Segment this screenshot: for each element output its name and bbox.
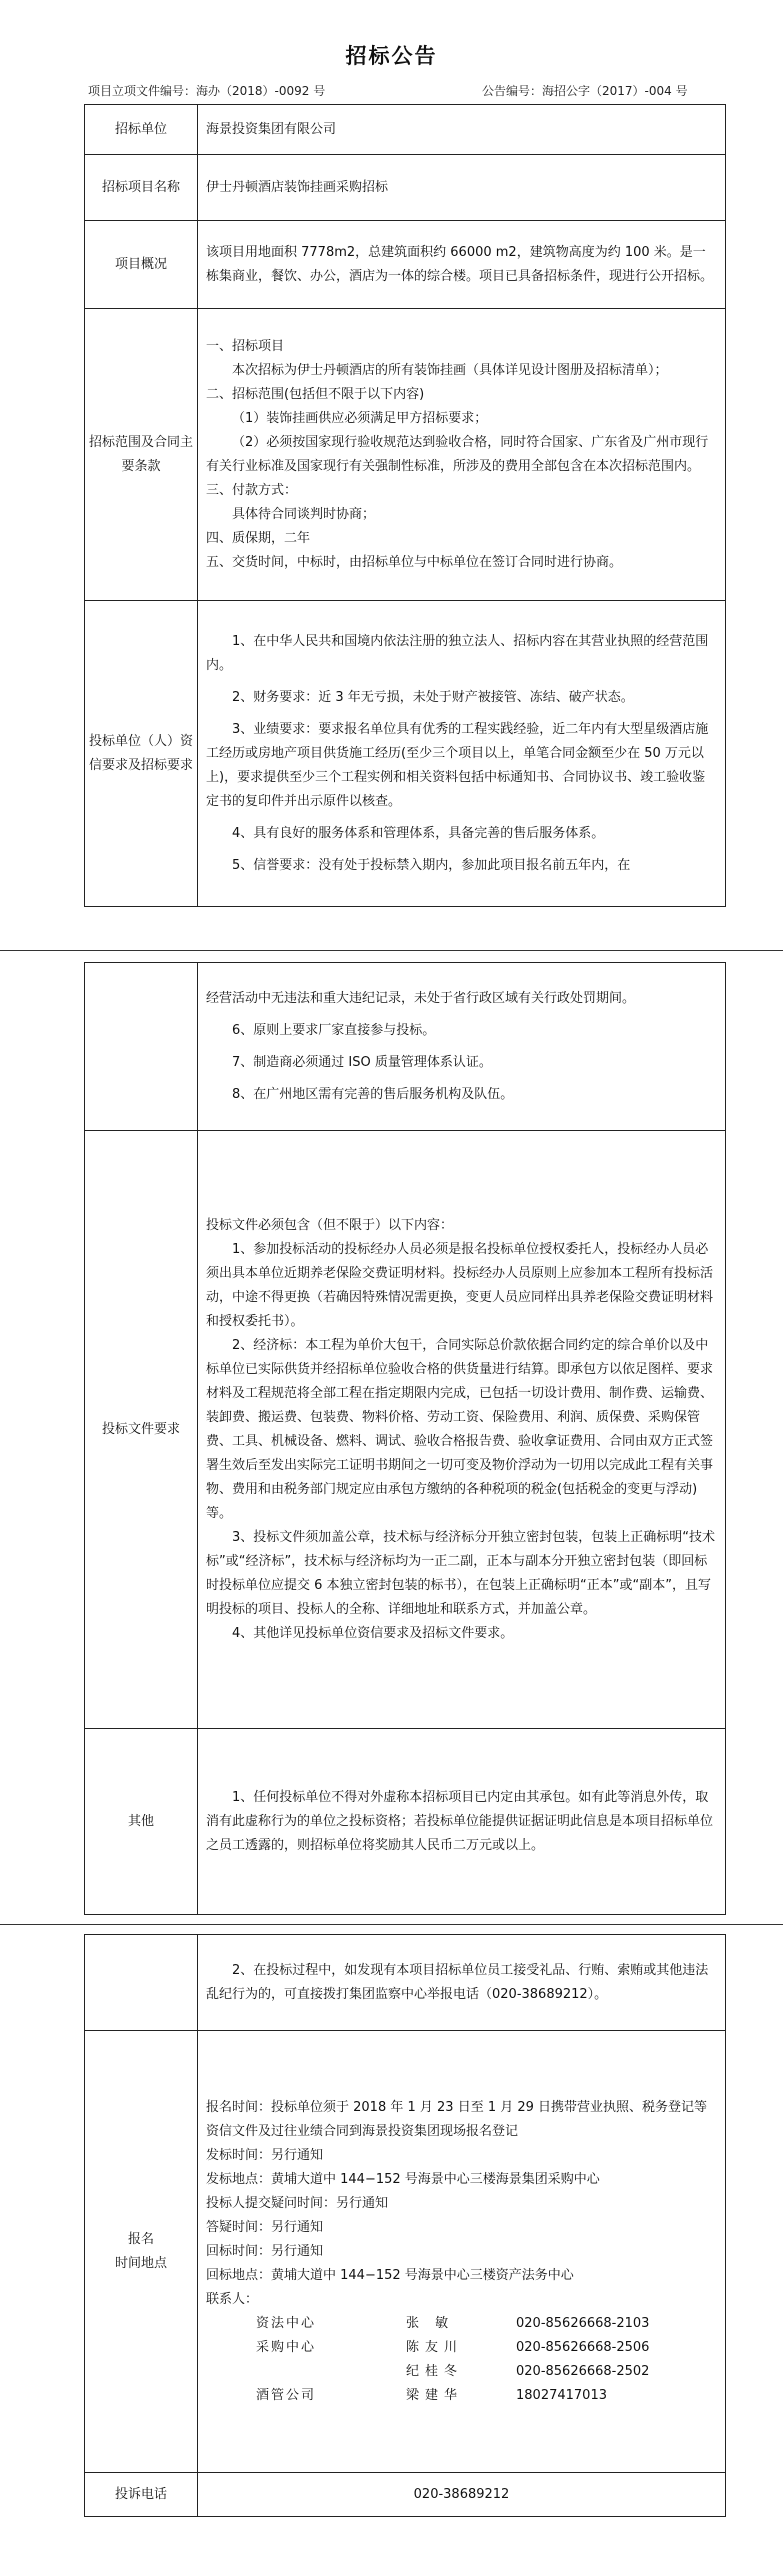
scope-value xyxy=(198,309,726,601)
qualification-item: 5、信誉要求：没有处于投标禁入期内，参加此项目报名前五年内，在 xyxy=(232,857,631,873)
qualification-item: 2、财务要求：近 3 年无亏损，未处于财产被接管、冻结、破产状态。 xyxy=(232,689,634,705)
bid-docs-label: 投标文件要求 xyxy=(85,1131,198,1729)
notice-title: 招标公告 xyxy=(345,44,438,68)
page-break-1 xyxy=(0,950,783,951)
project-name-label: 招标项目名称 xyxy=(85,155,198,221)
scope-line: （2）必须按国家现行验收规范达到验收合格，同时符合国家、广东省及广州市现行有关行业标准及国家现行有关强制性标准，所涉及的费用全部包含在本次招标范围内。 xyxy=(206,434,709,474)
contact-row xyxy=(206,2384,717,2408)
contact-phone: 020-85626668-2506 xyxy=(516,2339,650,2355)
row-other xyxy=(85,1729,726,1915)
bid-docs-line: 3、投标文件须加盖公章，技术标与经济标分开独立密封包装，包装上正确标明“技术标”或“经济标”，技术标与经济标均为一正二副，正本与副本分开独立密封包装（即回标时投标单位应提交 6 本独立密封包装的标书），在包装上正确标明“正本”或“副本”，且写明投标的项目、投标人的全称、详细地址和联系方式，并加盖公章。 xyxy=(206,1529,716,1617)
row-other-cont xyxy=(85,1935,726,2031)
other-value xyxy=(198,1729,726,1915)
notice-table-page-1 xyxy=(84,104,726,907)
schedule-label-line: 报名 xyxy=(127,2231,154,2247)
schedule-line: 回标地点：黄埔大道中 144−152 号海景中心三楼资产法务中心 xyxy=(206,2267,574,2283)
row-tenderer xyxy=(85,105,726,155)
other-text: 1、任何投标单位不得对外虚称本招标项目已内定由其承包。如有此等消息外传，取消有此虚称行为的单位之投标资格；若投标单位能提供证据证明此信息是本项目招标单位之员工透露的，则招标单位将奖励其人民币二万元或以上。 xyxy=(206,1789,714,1853)
row-project-name xyxy=(85,155,726,221)
bid-docs-line: 2、经济标：本工程为单价大包干，合同实际总价款依据合同约定的综合单价以及中标单位已实际供货并经招标单位验收合格的供货量进行结算。即承包方以依足图样、要求材料及工程规范将全部工程在指定期限内完成，已包括一切设计费用、制作费、运输费、装卸费、搬运费、包装费、物料价格、劳动工资、保险费用、利润、质保费、采购保管费、工具、机械设备、燃料、调试、验收合格报告费、验收拿证费用、合同由双方正式签署生效后至发出实际完工证明书期间之一切可变及物价浮动为一切用以完成此工程有关事物、费用和由税务部门规定应由承包方缴纳的各种税项的税金(包括税金的变更与浮动)等。 xyxy=(206,1337,714,1521)
row-bid-docs xyxy=(85,1131,726,1729)
bid-docs-line: 投标文件必须包含（但不限于）以下内容： xyxy=(206,1217,454,1233)
scope-line: （1）装饰挂画供应必须满足甲方招标要求； xyxy=(232,410,488,426)
contact-name: 纪桂冬 xyxy=(406,2363,464,2379)
qualification-item: 7、制造商必须通过 ISO 质量管理体系认证。 xyxy=(232,1054,492,1070)
notice-table-page-2 xyxy=(84,962,726,1915)
bid-docs-line: 1、参加投标活动的投标经办人员必须是报名投标单位授权委托人，投标经办人员必须出具本单位近期养老保险交费证明材料。投标经办人员原则上应参加本工程所有投标活动，中途不得更换（若确因特殊情况需更换，变更人员应同样出具养老保险交费证明材料和授权委托书）。 xyxy=(206,1241,714,1329)
contact-dept: 资法中心 xyxy=(256,2315,317,2331)
contact-row xyxy=(206,2336,717,2360)
notice-table-page-3 xyxy=(84,1934,726,2517)
row-overview xyxy=(85,221,726,309)
scope-line: 具体待合同谈判时协商； xyxy=(232,506,376,522)
contact-dept: 采购中心 xyxy=(256,2339,317,2355)
schedule-line: 回标时间：另行通知 xyxy=(206,2243,324,2259)
contact-row xyxy=(206,2312,717,2336)
bid-docs-line: 4、其他详见投标单位资信要求及招标文件要求。 xyxy=(232,1625,514,1641)
bid-docs-value xyxy=(198,1131,726,1729)
contact-dept xyxy=(206,2360,406,2384)
contact-name: 陈友川 xyxy=(406,2339,464,2355)
scope-line: 二、招标范围(包括但不限于以下内容) xyxy=(206,386,425,402)
scope-line: 五、交货时间，中标时，由招标单位与中标单位在签订合同时进行协商。 xyxy=(206,554,623,570)
qualification-item: 6、原则上要求厂家直接参与投标。 xyxy=(232,1022,436,1038)
schedule-label-line: 时间地点 xyxy=(114,2255,167,2271)
schedule-label xyxy=(85,2031,198,2473)
qualification-item: 8、在广州地区需有完善的售后服务机构及队伍。 xyxy=(232,1086,514,1102)
schedule-line: 发标地点：黄埔大道中 144−152 号海景中心三楼海景集团采购中心 xyxy=(206,2171,600,2187)
overview-value: 该项目用地面积 7778m2，总建筑面积约 66000 m2，建筑物高度为约 100 米。是一栋集商业，餐饮、办公，酒店为一体的综合楼。项目已具备招标条件，现进行公开招标。 xyxy=(198,221,726,309)
qualification-cont-label xyxy=(85,963,198,1131)
qualification-label: 投标单位（人）资信要求及招标要求 xyxy=(85,601,198,907)
complaint-phone: 020-38689212 xyxy=(198,2473,726,2517)
scope-line: 一、招标项目 xyxy=(206,338,285,354)
other-label: 其他 xyxy=(85,1729,198,1915)
notice-number: 公告编号：海招公字（2017）-004 号 xyxy=(482,84,688,98)
contact-name: 梁建华 xyxy=(406,2387,464,2403)
row-qualification-cont xyxy=(85,963,726,1131)
tenderer-value: 海景投资集团有限公司 xyxy=(198,105,726,155)
contact-dept: 酒管公司 xyxy=(256,2387,317,2403)
schedule-line: 报名时间：投标单位须于 2018 年 1 月 23 日至 1 月 29 日携带营业执照、税务登记等资信文件及过往业绩合同到海景投资集团现场报名登记 xyxy=(206,2099,708,2139)
contact-phone: 020-85626668-2103 xyxy=(516,2315,650,2331)
contact-phone: 18027417013 xyxy=(516,2387,607,2403)
row-qualification xyxy=(85,601,726,907)
qualification-item: 经营活动中无违法和重大违纪记录，未处于省行政区域有关行政处罚期间。 xyxy=(206,990,636,1006)
qualification-item: 1、在中华人民共和国境内依法注册的独立法人、招标内容在其营业执照的经营范围内。 xyxy=(206,633,709,673)
contact-row xyxy=(206,2360,717,2384)
tenderer-label: 招标单位 xyxy=(85,105,198,155)
complaint-label: 投诉电话 xyxy=(85,2473,198,2517)
other-text: 2、在投标过程中，如发现有本项目招标单位员工接受礼品、行贿、索贿或其他违法乱纪行为的，可直接拨打集团监察中心举报电话（020-38689212）。 xyxy=(206,1962,709,2002)
project-file-number: 项目立项文件编号：海办（2018）-0092 号 xyxy=(88,84,326,98)
qualification-value xyxy=(198,601,726,907)
other-cont-value xyxy=(198,1935,726,2031)
scope-line: 本次招标为伊士丹顿酒店的所有装饰挂画（具体详见设计图册及招标清单）； xyxy=(232,362,668,378)
contact-phone: 020-85626668-2502 xyxy=(516,2363,650,2379)
scope-line: 四、质保期，二年 xyxy=(206,530,311,546)
other-cont-label xyxy=(85,1935,198,2031)
row-schedule xyxy=(85,2031,726,2473)
contact-name: 张 敏 xyxy=(406,2315,455,2331)
schedule-line: 答疑时间：另行通知 xyxy=(206,2219,324,2235)
overview-label: 项目概况 xyxy=(85,221,198,309)
schedule-value xyxy=(198,2031,726,2473)
qualification-item: 3、业绩要求：要求报名单位具有优秀的工程实践经验，近二年内有大型星级酒店施工经历或房地产项目供货施工经历(至少三个项目以上，单笔合同金额至少在 50 万元以上)，要求提供至少三个工程实例和相关资料包括中标通知书、合同协议书、竣工验收鉴定书的复印件并出示原件以核查。 xyxy=(206,721,709,809)
schedule-line: 投标人提交疑问时间：另行通知 xyxy=(206,2195,389,2211)
schedule-line: 发标时间：另行通知 xyxy=(206,2147,324,2163)
qualification-cont-value xyxy=(198,963,726,1131)
project-name-value: 伊士丹顿酒店装饰挂画采购招标 xyxy=(198,155,726,221)
page-break-2 xyxy=(0,1924,783,1925)
scope-label: 招标范围及合同主要条款 xyxy=(85,309,198,601)
row-scope xyxy=(85,309,726,601)
schedule-line: 联系人： xyxy=(206,2291,259,2307)
qualification-item: 4、具有良好的服务体系和管理体系，具备完善的售后服务体系。 xyxy=(232,825,605,841)
row-complaint xyxy=(85,2473,726,2517)
scope-line: 三、付款方式： xyxy=(206,482,298,498)
